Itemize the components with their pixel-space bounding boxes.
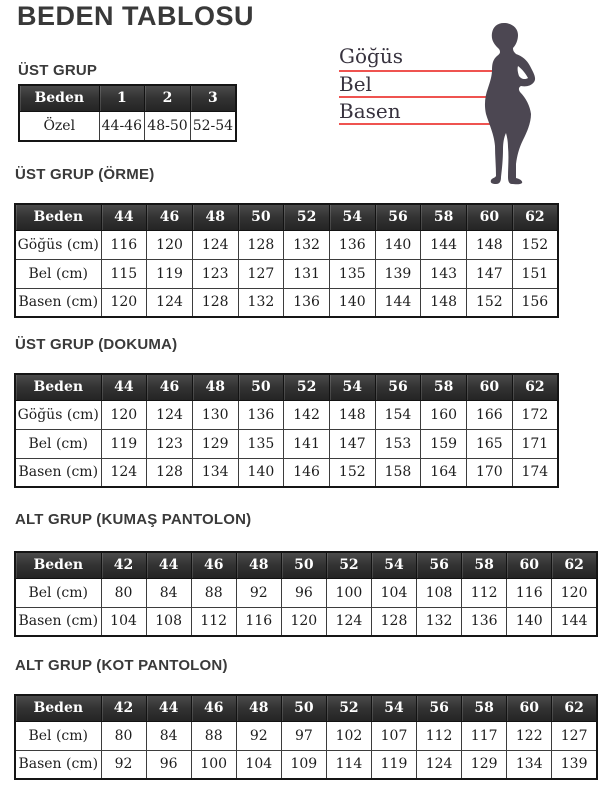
- measure-label-bel: Bel: [339, 72, 372, 96]
- table-row: [15, 400, 558, 429]
- value-cell: 107: [371, 721, 416, 750]
- value-cell: 165: [467, 429, 513, 458]
- value-cell: 115: [101, 259, 147, 288]
- section-heading-alt-grup-kumas: ALT GRUP (KUMAŞ PANTOLON): [15, 511, 252, 528]
- header-cell: 58: [462, 695, 507, 721]
- header-cell: 58: [421, 204, 467, 230]
- header-cell: 46: [191, 552, 236, 578]
- value-cell: 147: [329, 429, 375, 458]
- table-row: [19, 111, 236, 141]
- header-cell: 44: [146, 552, 191, 578]
- value-cell: 80: [101, 578, 146, 607]
- table-header-row: [15, 552, 597, 578]
- value-cell: 136: [284, 288, 330, 317]
- value-cell: 129: [462, 750, 507, 779]
- value-cell: 128: [371, 607, 416, 636]
- value-cell: 124: [147, 400, 193, 429]
- header-cell: 60: [467, 204, 513, 230]
- value-cell: 160: [421, 400, 467, 429]
- header-cell: 2: [145, 85, 191, 111]
- value-cell: 135: [329, 259, 375, 288]
- value-cell: 140: [238, 458, 284, 487]
- header-cell: 60: [507, 552, 552, 578]
- table-header-row: [19, 85, 236, 111]
- header-cell: 56: [417, 695, 462, 721]
- header-cell: Beden: [15, 695, 101, 721]
- value-cell: 152: [512, 230, 558, 259]
- header-cell: 50: [238, 374, 284, 400]
- value-cell: 119: [147, 259, 193, 288]
- header-cell: 44: [146, 695, 191, 721]
- row-label-cell: Bel (cm): [15, 259, 101, 288]
- value-cell: 151: [512, 259, 558, 288]
- measure-label-basen: Basen: [339, 99, 401, 123]
- value-cell: 116: [101, 230, 147, 259]
- value-cell: 132: [238, 288, 284, 317]
- row-label-cell: Bel (cm): [15, 721, 101, 750]
- table-row: [15, 721, 597, 750]
- value-cell: 112: [417, 721, 462, 750]
- value-cell: 112: [191, 607, 236, 636]
- header-cell: 56: [375, 204, 421, 230]
- value-cell: 119: [101, 429, 147, 458]
- value-cell: 128: [192, 288, 238, 317]
- header-cell: 48: [192, 374, 238, 400]
- header-cell: 46: [147, 374, 193, 400]
- table-header-row: [15, 695, 597, 721]
- value-cell: 96: [146, 750, 191, 779]
- table-header-row: [15, 204, 558, 230]
- value-cell: 119: [371, 750, 416, 779]
- table-row: [15, 429, 558, 458]
- value-cell: 131: [284, 259, 330, 288]
- value-cell: 92: [101, 750, 146, 779]
- value-cell: 123: [147, 429, 193, 458]
- table-header-row: [15, 374, 558, 400]
- section-heading-ust-grup-orme: ÜST GRUP (ÖRME): [15, 166, 155, 183]
- header-cell: 50: [281, 695, 326, 721]
- header-cell: 46: [191, 695, 236, 721]
- value-cell: 144: [375, 288, 421, 317]
- value-cell: 153: [375, 429, 421, 458]
- table-ust-grup-dokuma: [14, 373, 559, 488]
- value-cell: 134: [507, 750, 552, 779]
- woman-silhouette-image: [468, 21, 556, 185]
- value-cell: 130: [192, 400, 238, 429]
- header-cell: Beden: [15, 552, 101, 578]
- header-cell: 44: [101, 204, 147, 230]
- value-cell: 146: [284, 458, 330, 487]
- value-cell: 129: [192, 429, 238, 458]
- row-label-cell: Göğüs (cm): [15, 230, 101, 259]
- value-cell: 132: [284, 230, 330, 259]
- table-ust-grup-orme: [14, 203, 559, 318]
- value-cell: 88: [191, 721, 236, 750]
- value-cell: 140: [329, 288, 375, 317]
- value-cell: 80: [101, 721, 146, 750]
- value-cell: 100: [191, 750, 236, 779]
- header-cell: 62: [512, 374, 558, 400]
- value-cell: 124: [326, 607, 371, 636]
- value-cell: 92: [236, 721, 281, 750]
- value-cell: 124: [192, 230, 238, 259]
- value-cell: 97: [281, 721, 326, 750]
- header-cell: 42: [101, 552, 146, 578]
- header-cell: 52: [284, 374, 330, 400]
- value-cell: 147: [467, 259, 513, 288]
- section-heading-ust-grup: ÜST GRUP: [18, 62, 98, 79]
- value-cell: 120: [552, 578, 597, 607]
- value-cell: 102: [326, 721, 371, 750]
- header-cell: 46: [147, 204, 193, 230]
- header-cell: 60: [467, 374, 513, 400]
- value-cell: 124: [101, 458, 147, 487]
- header-cell: 54: [371, 695, 416, 721]
- header-cell: 58: [462, 552, 507, 578]
- value-cell: 108: [146, 607, 191, 636]
- row-label-cell: Basen (cm): [15, 750, 101, 779]
- value-cell: 44-46: [99, 111, 145, 141]
- row-label-cell: Basen (cm): [15, 288, 101, 317]
- value-cell: 120: [101, 288, 147, 317]
- value-cell: 135: [238, 429, 284, 458]
- value-cell: 100: [326, 578, 371, 607]
- header-cell: 48: [192, 204, 238, 230]
- row-label-cell: Özel: [19, 111, 99, 141]
- value-cell: 171: [512, 429, 558, 458]
- value-cell: 120: [147, 230, 193, 259]
- value-cell: 122: [507, 721, 552, 750]
- header-cell: 3: [190, 85, 236, 111]
- row-label-cell: Bel (cm): [15, 429, 101, 458]
- row-label-cell: Basen (cm): [15, 458, 101, 487]
- table-alt-grup-kumas-pantolon: [14, 551, 598, 637]
- value-cell: 144: [421, 230, 467, 259]
- header-cell: 1: [99, 85, 145, 111]
- value-cell: 52-54: [190, 111, 236, 141]
- value-cell: 158: [375, 458, 421, 487]
- value-cell: 148: [421, 288, 467, 317]
- value-cell: 120: [281, 607, 326, 636]
- header-cell: Beden: [19, 85, 99, 111]
- value-cell: 139: [375, 259, 421, 288]
- value-cell: 117: [462, 721, 507, 750]
- value-cell: 114: [326, 750, 371, 779]
- table-row: [15, 458, 558, 487]
- value-cell: 174: [512, 458, 558, 487]
- value-cell: 159: [421, 429, 467, 458]
- value-cell: 143: [421, 259, 467, 288]
- value-cell: 136: [462, 607, 507, 636]
- value-cell: 108: [417, 578, 462, 607]
- value-cell: 109: [281, 750, 326, 779]
- table-ust-grup: [18, 84, 237, 142]
- value-cell: 154: [375, 400, 421, 429]
- header-cell: 52: [284, 204, 330, 230]
- value-cell: 142: [284, 400, 330, 429]
- value-cell: 136: [329, 230, 375, 259]
- header-cell: 62: [512, 204, 558, 230]
- page-title: BEDEN TABLOSU: [17, 1, 255, 31]
- row-label-cell: Bel (cm): [15, 578, 101, 607]
- value-cell: 164: [421, 458, 467, 487]
- row-label-cell: Göğüs (cm): [15, 400, 101, 429]
- value-cell: 84: [146, 578, 191, 607]
- section-heading-ust-grup-dokuma: ÜST GRUP (DOKUMA): [15, 336, 178, 353]
- row-label-cell: Basen (cm): [15, 607, 101, 636]
- value-cell: 156: [512, 288, 558, 317]
- value-cell: 141: [284, 429, 330, 458]
- header-cell: 48: [236, 552, 281, 578]
- value-cell: 116: [507, 578, 552, 607]
- value-cell: 132: [417, 607, 462, 636]
- value-cell: 140: [375, 230, 421, 259]
- value-cell: 124: [147, 288, 193, 317]
- header-cell: 42: [101, 695, 146, 721]
- header-cell: 54: [371, 552, 416, 578]
- header-cell: 52: [326, 695, 371, 721]
- value-cell: 92: [236, 578, 281, 607]
- value-cell: 152: [467, 288, 513, 317]
- header-cell: 56: [375, 374, 421, 400]
- header-cell: 54: [329, 374, 375, 400]
- header-cell: Beden: [15, 204, 101, 230]
- value-cell: 148: [329, 400, 375, 429]
- header-cell: 62: [552, 695, 597, 721]
- value-cell: 134: [192, 458, 238, 487]
- header-cell: 56: [417, 552, 462, 578]
- value-cell: 152: [329, 458, 375, 487]
- value-cell: 124: [417, 750, 462, 779]
- value-cell: 127: [238, 259, 284, 288]
- header-cell: 50: [281, 552, 326, 578]
- value-cell: 166: [467, 400, 513, 429]
- table-row: [15, 578, 597, 607]
- table-row: [15, 607, 597, 636]
- header-cell: 62: [552, 552, 597, 578]
- value-cell: 84: [146, 721, 191, 750]
- value-cell: 112: [462, 578, 507, 607]
- value-cell: 127: [552, 721, 597, 750]
- value-cell: 96: [281, 578, 326, 607]
- value-cell: 148: [467, 230, 513, 259]
- value-cell: 123: [192, 259, 238, 288]
- table-alt-grup-kot-pantolon: [14, 694, 598, 780]
- value-cell: 120: [101, 400, 147, 429]
- header-cell: Beden: [15, 374, 101, 400]
- value-cell: 144: [552, 607, 597, 636]
- value-cell: 136: [238, 400, 284, 429]
- header-cell: 60: [507, 695, 552, 721]
- table-row: [15, 259, 558, 288]
- header-cell: 54: [329, 204, 375, 230]
- header-cell: 50: [238, 204, 284, 230]
- value-cell: 48-50: [145, 111, 191, 141]
- header-cell: 52: [326, 552, 371, 578]
- table-row: [15, 230, 558, 259]
- value-cell: 128: [147, 458, 193, 487]
- measure-label-gogus: Göğüs: [339, 44, 403, 68]
- value-cell: 104: [236, 750, 281, 779]
- value-cell: 116: [236, 607, 281, 636]
- value-cell: 104: [101, 607, 146, 636]
- value-cell: 88: [191, 578, 236, 607]
- header-cell: 44: [101, 374, 147, 400]
- header-cell: 48: [236, 695, 281, 721]
- section-heading-alt-grup-kot: ALT GRUP (KOT PANTOLON): [15, 657, 228, 674]
- table-row: [15, 288, 558, 317]
- value-cell: 128: [238, 230, 284, 259]
- value-cell: 172: [512, 400, 558, 429]
- value-cell: 104: [371, 578, 416, 607]
- value-cell: 140: [507, 607, 552, 636]
- header-cell: 58: [421, 374, 467, 400]
- value-cell: 139: [552, 750, 597, 779]
- table-row: [15, 750, 597, 779]
- value-cell: 170: [467, 458, 513, 487]
